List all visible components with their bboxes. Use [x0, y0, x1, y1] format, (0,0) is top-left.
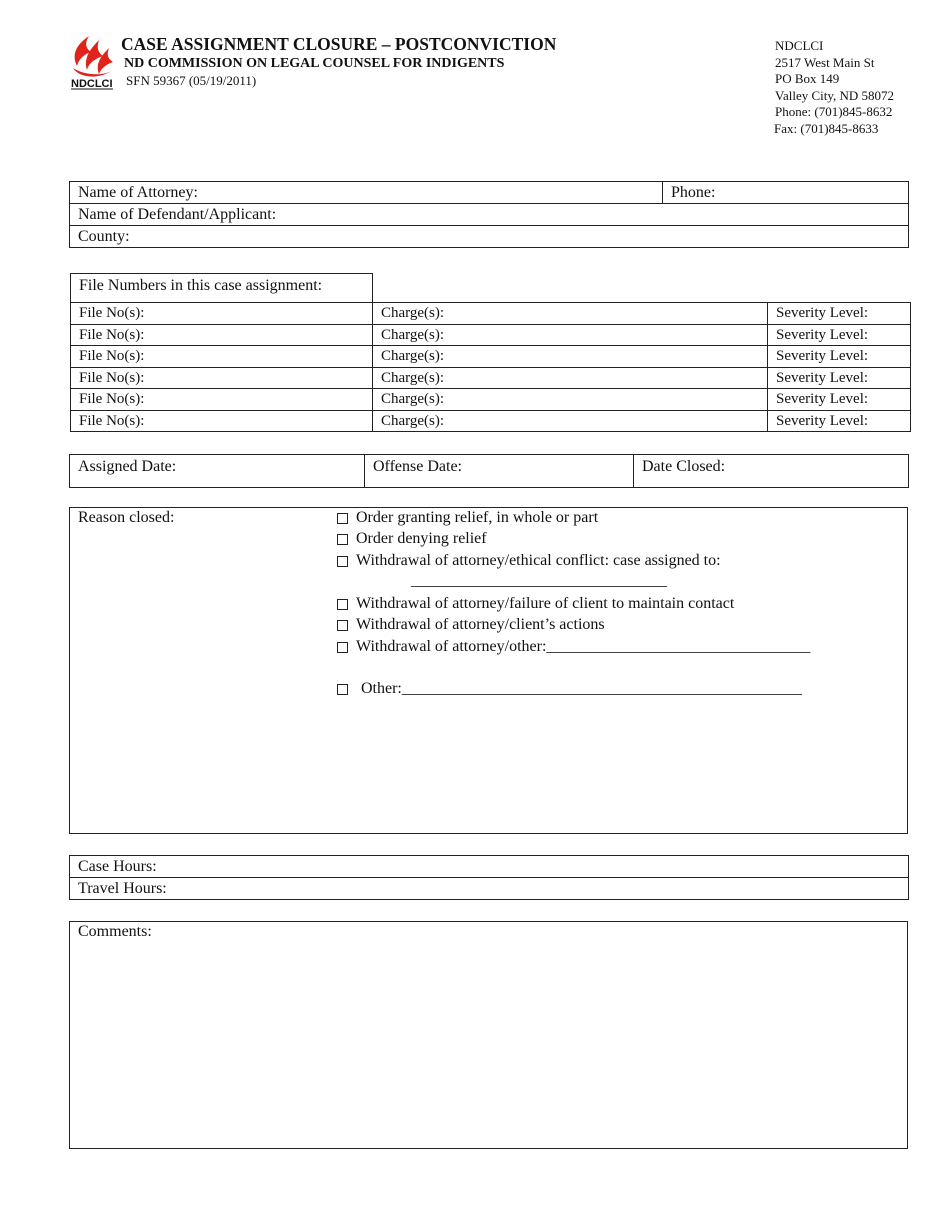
file-row: [71, 367, 911, 389]
address-city: Valley City, ND 58072: [775, 87, 895, 103]
checkbox[interactable]: [337, 620, 348, 631]
option-other[interactable]: [337, 680, 802, 698]
option-label: Withdrawal of attorney/failure of client to maintain contact: [356, 595, 735, 612]
option-label: Other:__________________________________________________: [361, 680, 802, 697]
checkbox[interactable]: [337, 513, 348, 524]
file-numbers-table: [70, 302, 911, 432]
hours-table: [69, 855, 909, 900]
severity-level-field[interactable]: Severity Level:: [768, 367, 911, 389]
severity-level-field[interactable]: Severity Level:: [768, 389, 911, 411]
charge-field[interactable]: Charge(s):: [373, 324, 768, 346]
file-row: [71, 410, 911, 432]
address-phone: Phone: (701)845-8632: [775, 104, 893, 119]
file-row: [71, 389, 911, 411]
form-number: SFN 59367 (05/19/2011): [126, 73, 257, 88]
form-subtitle: ND COMMISSION ON LEGAL COUNSEL FOR INDIGENTS: [124, 56, 505, 71]
charge-field[interactable]: Charge(s):: [373, 389, 768, 411]
travel-hours-field[interactable]: Travel Hours:: [70, 878, 909, 900]
county-field[interactable]: County:: [70, 226, 909, 248]
severity-level-field[interactable]: Severity Level:: [768, 303, 911, 325]
charge-field[interactable]: Charge(s):: [373, 367, 768, 389]
address-po-box: PO Box 149: [775, 71, 840, 86]
address-fax: Fax: (701)845-8633: [774, 120, 879, 136]
option-withdrawal-other[interactable]: [337, 638, 810, 656]
file-number-field[interactable]: File No(s):: [71, 367, 373, 389]
offense-date-field[interactable]: Offense Date:: [365, 455, 634, 488]
option-label: Withdrawal of attorney/ethical conflict: case assigned to:: [356, 552, 721, 569]
option-failure-to-maintain-contact[interactable]: [337, 595, 734, 613]
case-assigned-to-line[interactable]: ________________________________: [411, 572, 667, 589]
file-row: [71, 346, 911, 368]
address-block: [775, 38, 894, 137]
file-number-field[interactable]: File No(s):: [71, 346, 373, 368]
option-label: Withdrawal of attorney/client’s actions: [356, 616, 605, 633]
severity-level-field[interactable]: Severity Level:: [768, 324, 911, 346]
file-numbers-heading: File Numbers in this case assignment:: [70, 273, 373, 302]
charge-field[interactable]: Charge(s):: [373, 346, 768, 368]
option-label: Order granting relief, in whole or part: [356, 509, 599, 526]
checkbox[interactable]: [337, 556, 348, 567]
file-number-field[interactable]: File No(s):: [71, 324, 373, 346]
severity-level-field[interactable]: Severity Level:: [768, 346, 911, 368]
file-number-field[interactable]: File No(s):: [71, 303, 373, 325]
option-label: Withdrawal of attorney/other:_________________________________: [356, 638, 811, 655]
checkbox[interactable]: [337, 642, 348, 653]
option-clients-actions[interactable]: [337, 616, 605, 634]
defendant-name-field[interactable]: Name of Defendant/Applicant:: [70, 204, 909, 226]
assigned-date-field[interactable]: Assigned Date:: [70, 455, 365, 488]
reason-closed-label: Reason closed:: [78, 509, 175, 526]
severity-level-field[interactable]: Severity Level:: [768, 410, 911, 432]
date-closed-field[interactable]: Date Closed:: [634, 455, 909, 488]
comments-label: Comments:: [78, 923, 152, 940]
charge-field[interactable]: Charge(s):: [373, 303, 768, 325]
checkbox[interactable]: [337, 599, 348, 610]
ndclci-logo: [69, 34, 115, 90]
option-granting-relief[interactable]: [337, 509, 598, 527]
phone-field[interactable]: Phone:: [663, 182, 909, 204]
file-number-field[interactable]: File No(s):: [71, 389, 373, 411]
file-number-field[interactable]: File No(s):: [71, 410, 373, 432]
checkbox[interactable]: [337, 534, 348, 545]
option-label: Order denying relief: [356, 530, 487, 547]
attorney-name-field[interactable]: Name of Attorney:: [70, 182, 663, 204]
address-org: NDCLCI: [775, 38, 824, 53]
file-row: [71, 303, 911, 325]
flame-logo-icon: [73, 36, 113, 77]
option-ethical-conflict[interactable]: [337, 552, 721, 570]
comments-box[interactable]: [69, 921, 908, 1149]
attorney-info-table: [69, 181, 909, 248]
charge-field[interactable]: Charge(s):: [373, 410, 768, 432]
logo-text: NDCLCI: [71, 78, 113, 90]
case-hours-field[interactable]: Case Hours:: [70, 856, 909, 878]
dates-table: [69, 454, 909, 488]
form-title: CASE ASSIGNMENT CLOSURE – POSTCONVICTION: [121, 34, 557, 54]
file-row: [71, 324, 911, 346]
address-street: 2517 West Main St: [775, 54, 875, 70]
checkbox[interactable]: [337, 684, 348, 695]
option-denying-relief[interactable]: [337, 530, 487, 548]
